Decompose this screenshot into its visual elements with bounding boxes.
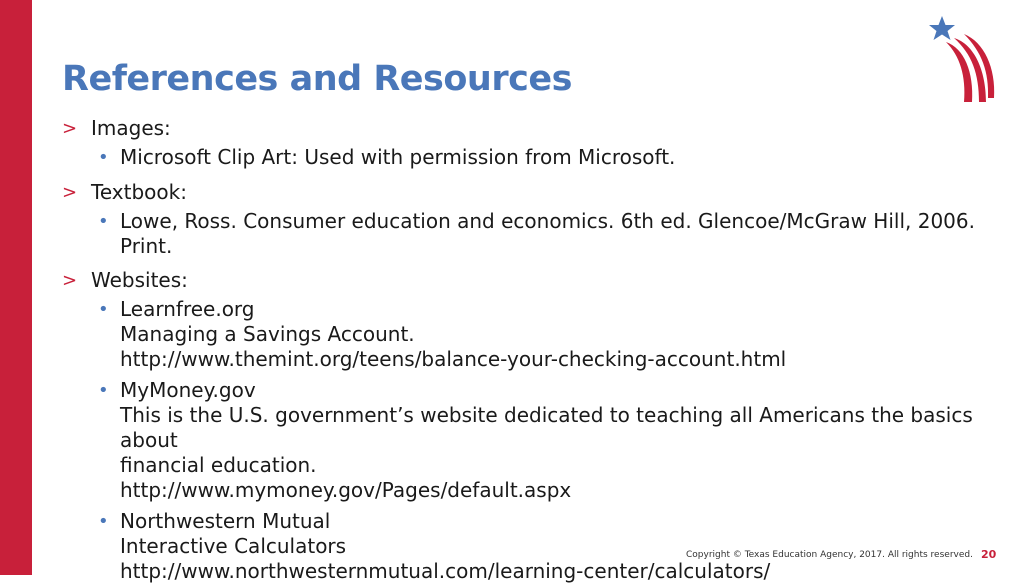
- star-stripes-logo-icon: [928, 14, 998, 104]
- reference-text: Microsoft Clip Art: Used with permission from Microsoft.: [120, 145, 676, 169]
- section-label: Websites:: [91, 268, 188, 292]
- section-heading: [62, 268, 1024, 293]
- bullet-dot-icon: •: [98, 380, 109, 401]
- copyright-footer: Copyright © Texas Education Agency, 2017. All rights reserved.: [686, 550, 973, 560]
- chevron-right-icon: >: [62, 118, 78, 139]
- list-item: [98, 378, 1024, 503]
- section-label: Images:: [91, 116, 171, 140]
- bullet-dot-icon: •: [98, 211, 109, 232]
- reference-text: Lowe, Ross. Consumer education and economics. 6th ed. Glencoe/McGraw Hill, 2006. Print.: [120, 209, 975, 258]
- references-list: [62, 116, 1024, 584]
- section-heading: [62, 180, 1024, 205]
- list-item: [98, 209, 1024, 259]
- list-item: [98, 145, 1024, 170]
- chevron-right-icon: >: [62, 270, 78, 291]
- left-accent-bar: [0, 0, 32, 575]
- chevron-right-icon: >: [62, 182, 78, 203]
- bullet-dot-icon: •: [98, 299, 109, 320]
- reference-text: Learnfree.org Managing a Savings Account. http://www.themint.org/teens/balance-your-checking-account.html: [120, 297, 787, 371]
- page-number: 20: [981, 548, 997, 561]
- bullet-dot-icon: •: [98, 147, 109, 168]
- list-item: [98, 297, 1024, 372]
- reference-text: MyMoney.gov This is the U.S. government’s website dedicated to teaching all Americans the basics about financial education. http://www.mymoney.gov/Pages/default.aspx: [120, 378, 973, 502]
- page-title: References and Resources: [62, 59, 572, 99]
- reference-text: Northwestern Mutual Interactive Calculators http://www.northwesternmutual.com/learning-center/calculators/: [120, 509, 771, 583]
- list-item: [98, 509, 1024, 584]
- section-heading: [62, 116, 1024, 141]
- section-label: Textbook:: [91, 180, 187, 204]
- bullet-dot-icon: •: [98, 511, 109, 532]
